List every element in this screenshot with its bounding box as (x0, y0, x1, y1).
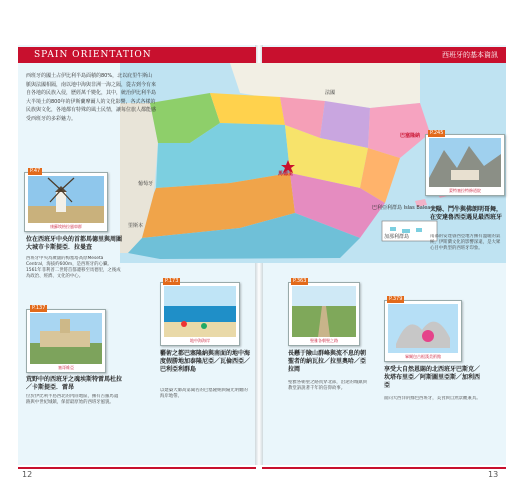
photo-caption: 塞哥維亞 (58, 365, 74, 370)
block-body-andalucia: 南部的安達魯西亞地方擁有溫暖的氣候，伊斯蘭文化的影響深遠，是大眾心目中典型的西班牙印象。 (430, 234, 501, 251)
page-number-left: 12 (22, 470, 33, 479)
block-title-west: 荒野中的西班牙之魂埃斯特雷馬杜拉／卡斯提亞．雷昂 (26, 376, 123, 391)
page-ref-tag[interactable]: P.245 (430, 130, 444, 136)
page-ref-tag[interactable]: P.379 (389, 296, 403, 302)
map-label-canary: 加那利群島 (384, 234, 410, 240)
photo-museum (388, 304, 458, 353)
map-label-france: 法國 (325, 90, 336, 96)
photo-card-museum[interactable] (384, 300, 462, 362)
map-label-portugal: 葡萄牙 (138, 181, 154, 187)
block-body-green: 面向大西洋的綠色西班牙，美食與自然景觀兼具。 (384, 396, 481, 401)
photo-city (30, 313, 102, 364)
photo-card-trail[interactable] (288, 282, 360, 346)
photo-caption: 畢爾包古根漢美術館 (405, 354, 441, 359)
map-label-barcelona: 巴塞隆納 (400, 133, 421, 139)
block-body-med: 以建築大師高第聞名的巴塞隆納與陽光明媚的海岸地帶。 (160, 388, 248, 399)
block-title-green: 享受大自然恩賜的北西班牙巴斯克／坎塔布里亞／阿斯圖里亞斯／加利西亞 (384, 366, 481, 389)
section-header-left: SPAIN ORIENTATION (18, 47, 256, 63)
block-title-med: 藝術之都巴塞隆納與南面的地中海度假勝地加泰隆尼亞／瓦倫西亞／巴利亞利群島 (160, 350, 251, 373)
block-title-central: 位在西班牙中央的首都馬德里與周圍大城市卡斯提亞．拉曼查 (26, 236, 123, 251)
page-number-right: 13 (488, 470, 499, 479)
photo-caption: 聖雅各朝聖之路 (310, 338, 338, 343)
photo-caption: 蒙特塞拉特修道院 (449, 188, 481, 193)
intro-text: 西班牙的國土占伊比利半島面積的80%，北以庇里牛斯山脈與法國相隔，南以地中海與非洲一海之隔，從古到今有來自各地的民族入侵，歷經萬千變化，其中，統治伊比利半島大半境土的800年的伊斯蘭摩爾人的文化影響，各式各樣的民族與文化，各地都有特殊的風土民情，讓每位旅人都能感受西班牙的多彩魅力。 (26, 73, 157, 122)
photo-caption: 康蘇埃格拉風車群 (50, 224, 82, 229)
page-ref-tag[interactable]: P.137 (32, 305, 46, 311)
map-label-baleares: 巴利亞利群島 Islas Baleares (372, 205, 438, 211)
page-ref-tag[interactable]: P.363 (293, 278, 307, 284)
photo-beach (164, 286, 236, 337)
footer-bar-right (262, 467, 506, 469)
block-body-west: 位於伊比利半島西北的內陸地區，擁有古羅馬遺跡與中世紀城鎮，保留最原始的西班牙風貌。 (26, 394, 119, 405)
photo-card-beach[interactable] (160, 282, 240, 346)
section-header-right: 西班牙的基本資訊 (262, 47, 506, 63)
photo-caption: 地中海海岸 (190, 338, 210, 343)
photo-card-mountain[interactable] (425, 134, 505, 196)
footer-bar-left (18, 467, 256, 469)
block-body-north: 聖雅各朝聖之路貫穿北部，沿途的城鎮與教堂訴說著千年的信仰故事。 (288, 380, 368, 391)
map-label-lisbon: 里斯本 (128, 223, 144, 229)
page-ref-tag[interactable]: P.47 (30, 168, 41, 174)
block-title-andalucia: 太陽、鬥牛與佛朗明哥舞，在安達魯西亞遇見最西班牙 (430, 206, 503, 221)
photo-card-windmill[interactable] (24, 172, 108, 232)
photo-trail (292, 286, 356, 337)
block-title-north: 長懸于險山群峰與流不息的朝聖者的納瓦拉／拉里奧哈／亞拉岡 (288, 350, 367, 373)
page-ref-tag[interactable]: P.173 (165, 278, 179, 284)
photo-windmill (28, 176, 104, 223)
block-body-central: 西班牙中央為廣闊的梅塞塔高原Meseta Central，海拔約600m，是西班牙的心臟。1561年菲利普二世將首都遷移至馬德里，之後成為政治、經濟、文化的中心。 (26, 256, 121, 279)
map-label-madrid: 馬德里 (278, 171, 294, 177)
photo-mountain (429, 138, 501, 187)
photo-card-city[interactable] (26, 309, 106, 373)
